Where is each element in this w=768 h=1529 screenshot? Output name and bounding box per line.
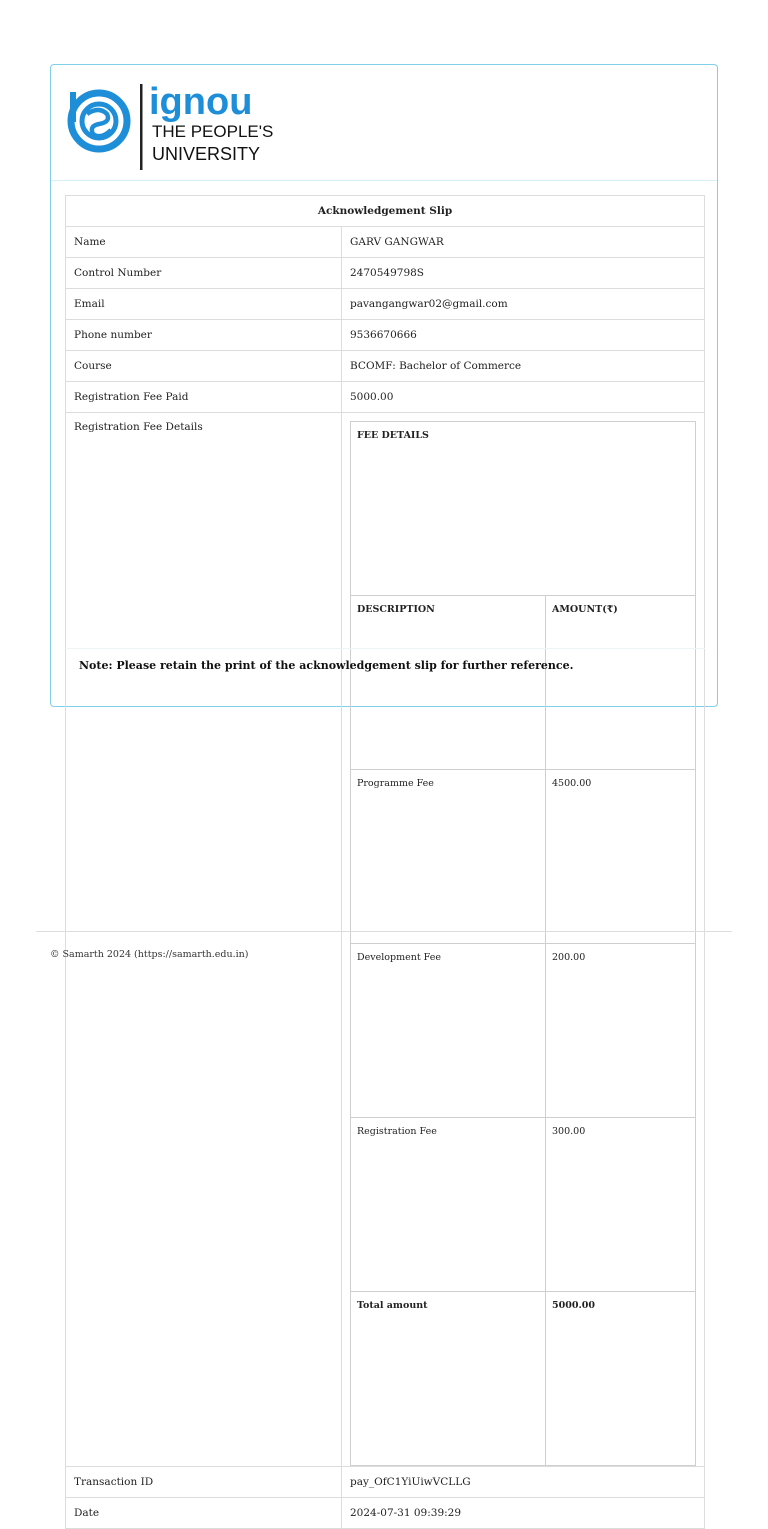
fee-item-description: Programme Fee: [351, 770, 546, 944]
email-value: pavangangwar02@gmail.com: [342, 289, 705, 320]
fee-item-description: Registration Fee: [351, 1118, 546, 1292]
fee-col-amount: AMOUNT(₹): [546, 596, 696, 770]
svg-text:ignou: ignou: [149, 81, 253, 123]
fee-details-label: Registration Fee Details: [66, 413, 342, 1467]
fee-paid-value: 5000.00: [342, 382, 705, 413]
svg-text:UNIVERSITY: UNIVERSITY: [152, 144, 261, 164]
date-label: Date: [66, 1498, 342, 1529]
fee-details-cell: [342, 413, 705, 1467]
name-label: Name: [66, 227, 342, 258]
header: [51, 65, 717, 181]
footer-copyright: © Samarth 2024 (https://samarth.edu.in): [50, 949, 249, 960]
phone-label: Phone number: [66, 320, 342, 351]
svg-text:THE PEOPLE'S: THE PEOPLE'S: [152, 122, 274, 141]
fee-item-amount: 200.00: [546, 944, 696, 1118]
fee-item-description: Development Fee: [351, 944, 546, 1118]
fee-total-label: Total amount: [351, 1292, 546, 1466]
control-number-value: 2470549798S: [342, 258, 705, 289]
fee-total-amount: 5000.00: [546, 1292, 696, 1466]
name-value: GARV GANGWAR: [342, 227, 705, 258]
acknowledgement-table: [65, 195, 705, 1529]
retain-note: Note: Please retain the print of the acknowledgement slip for further reference.: [79, 659, 574, 672]
fee-item-amount: 4500.00: [546, 770, 696, 944]
fee-details-table: [350, 421, 696, 1466]
transaction-id-label: Transaction ID: [66, 1467, 342, 1498]
fee-col-description: DESCRIPTION: [351, 596, 546, 770]
email-label: Email: [66, 289, 342, 320]
phone-value: 9536670666: [342, 320, 705, 351]
fee-table-title: FEE DETAILS: [351, 422, 696, 596]
ignou-logo: [65, 74, 295, 174]
date-value: 2024-07-31 09:39:29: [342, 1498, 705, 1529]
control-number-label: Control Number: [66, 258, 342, 289]
fee-item-amount: 300.00: [546, 1118, 696, 1292]
footer-divider: [36, 931, 732, 932]
course-value: BCOMF: Bachelor of Commerce: [342, 351, 705, 382]
slip-title: Acknowledgement Slip: [66, 196, 705, 227]
fee-paid-label: Registration Fee Paid: [66, 382, 342, 413]
course-label: Course: [66, 351, 342, 382]
transaction-id-value: pay_OfC1YiUiwVCLLG: [342, 1467, 705, 1498]
note-divider: [65, 648, 705, 649]
